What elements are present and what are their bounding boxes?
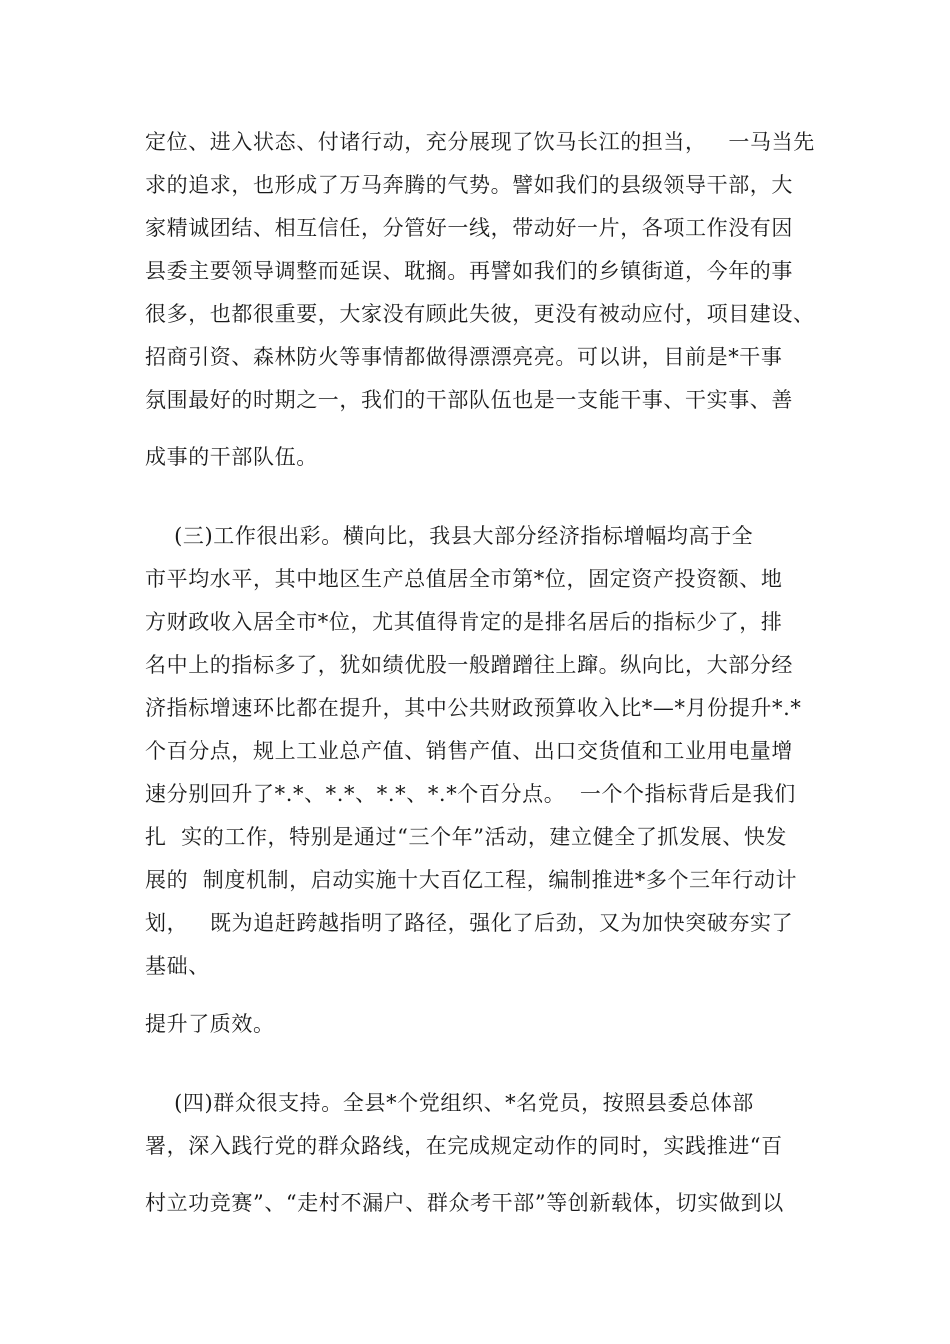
text-line: 很多，也都很重要，大家没有顾此失彼，更没有被动应付，项目建设、 [145, 302, 815, 326]
text-line: 名中上的指标多了，犹如绩优股一般蹭蹭往上蹿。纵向比，大部分经 [145, 653, 793, 677]
text-line: 求的追求，也形成了万马奔腾的气势。譬如我们的县级领导干部，大 [145, 173, 793, 197]
text-line: 招商引资、森林防火等事情都做得漂漂亮亮。可以讲，目前是*干事 [145, 345, 783, 369]
text-line: 提升了质效。 [145, 1012, 275, 1036]
text-line: 个百分点，规上工业总产值、销售产值、出口交货值和工业用电量增 [145, 739, 793, 763]
text-line: 速分别回升了*.*、*.*、*.*、*.*个百分点。 一个个指标背后是我们 [145, 782, 796, 806]
text-line: (四)群众很支持。全县*个党组织、*名党员，按照县委总体部 [145, 1091, 754, 1115]
text-line: 方财政收入居全市*位，尤其值得肯定的是排名居后的指标少了，排 [145, 610, 783, 634]
text-line: 定位、进入状态、付诸行动，充分展现了饮马长江的担当， 一马当先 [145, 130, 815, 154]
text-line: 市平均水平，其中地区生产总值居全市第*位，固定资产投资额、地 [145, 567, 783, 591]
text-line: 基础、 [145, 954, 210, 978]
text-line: 氛围最好的时期之一，我们的干部队伍也是一支能干事、干实事、善 [145, 388, 793, 412]
text-line: 济指标增速环比都在提升，其中公共财政预算收入比*—*月份提升*.* [145, 696, 802, 720]
text-line: 村立功竞赛”、“走村不漏户、群众考干部”等创新载体，切实做到以 [145, 1191, 784, 1215]
text-line: (三)工作很出彩。横向比，我县大部分经济指标增幅均高于全 [145, 524, 754, 548]
text-line: 扎 实的工作，特别是通过“三个年”活动，建立健全了抓发展、快发 [145, 825, 788, 849]
text-line: 家精诚团结、相互信任，分管好一线，带动好一片，各项工作没有因 [145, 216, 793, 240]
text-line: 划， 既为追赶跨越指明了路径，强化了后劲，又为加快突破夯实了 [145, 911, 794, 935]
text-line: 县委主要领导调整而延误、耽搁。再譬如我们的乡镇街道，今年的事 [145, 259, 793, 283]
text-line: 署，深入践行党的群众路线，在完成规定动作的同时，实践推进“百 [145, 1134, 783, 1158]
text-line: 成事的干部队伍。 [145, 445, 318, 469]
text-line: 展的 制度机制，启动实施十大百亿工程，编制推进*多个三年行动计 [145, 868, 798, 892]
